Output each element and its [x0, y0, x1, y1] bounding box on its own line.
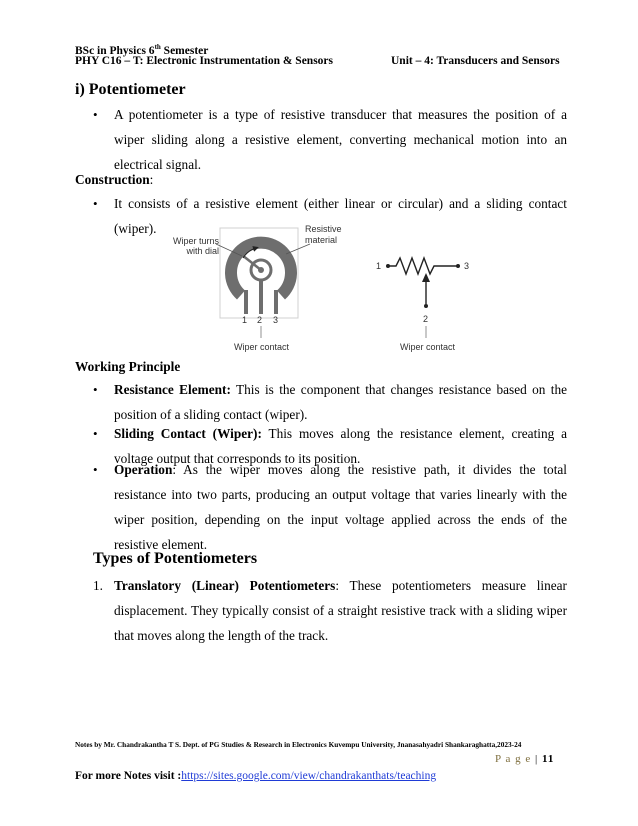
section-title: i) Potentiometer [75, 81, 186, 98]
header-unit: Unit – 4: Transducers and Sensors [391, 55, 560, 67]
sym-pin-2-label: 2 [423, 314, 429, 324]
resistor-symbol [388, 258, 458, 274]
construction-text: It consists of a resistive element (either linear or circular) and a sliding contact (wiper). [114, 196, 567, 236]
construction-heading: Construction: [75, 172, 154, 187]
resistive-material-label: Resistive material [305, 224, 342, 245]
types-item-linear: 1. Translatory (Linear) Potentiometers: These potentiometers measure linear displacement. They typically consist of a straight resistive track with a sliding wiper that moves along the length of the track. [93, 573, 567, 648]
footer-credit: Notes by Mr. Chandrakantha T S. Dept. of PG Studies & Research in Electronics Kuvempu University, Jnanasahyadri Shankaraghatta,2023-24 [75, 740, 522, 749]
header-course: PHY C16 – T: Electronic Instrumentation & Sensors [75, 55, 333, 67]
sym-pin-1-label: 1 [376, 261, 382, 271]
wiper-contact-right-label: Wiper contact [400, 342, 456, 352]
header-semester: BSc in Physics 6th Semester [75, 43, 209, 57]
intro-bullet [93, 102, 567, 172]
notes-link[interactable]: https://sites.google.com/view/chandrakanthats/teaching [181, 770, 437, 782]
sym-terminal-1 [386, 264, 390, 268]
pin-1-label: 1 [242, 315, 248, 325]
sym-pin-3-label: 3 [464, 261, 470, 271]
bullet-dot: • [93, 462, 98, 477]
page-number: P a g e | 11 [495, 753, 555, 765]
intro-text: A potentiometer is a type of resistive transducer that measures the position of a wiper sliding along a resistive element, converting mechanical motion into an electrical signal. [114, 107, 567, 172]
sym-terminal-2 [424, 304, 428, 308]
bullet-dot: • [93, 382, 98, 397]
wiper-arrow-head [422, 273, 430, 282]
working-item-resistance: • Resistance Element: This is the component that changes resistance based on the position of a sliding contact (wiper). [93, 377, 567, 427]
working-heading: Working Principle [75, 359, 181, 374]
wiper-turns-label: Wiper turns with dial [173, 236, 220, 256]
bullet-dot: • [93, 426, 98, 441]
bullet-dot: • [93, 196, 98, 211]
types-heading: Types of Potentiometers [93, 550, 258, 567]
item-number: 1. [93, 578, 103, 593]
working-item-operation: • Operation: As the wiper moves along the resistive path, it divides the total resistance into two parts, producing an output voltage that varies linearly with the wiper position, depending on the input voltage applied across the ends of the resistive element. [93, 457, 567, 532]
working-item-wiper: • Sliding Contact (Wiper): This moves along the resistance element, creating a voltage output that corresponds to its position. [93, 421, 567, 471]
wiper-contact-left-label: Wiper contact [234, 342, 290, 352]
bullet-dot: • [93, 107, 98, 122]
pin-2-label: 2 [257, 315, 263, 325]
pin-3-label: 3 [273, 315, 279, 325]
footer-more-notes: For more Notes visit :https://sites.google.com/view/chandrakanthats/teaching [75, 770, 437, 782]
sym-terminal-3 [456, 264, 460, 268]
